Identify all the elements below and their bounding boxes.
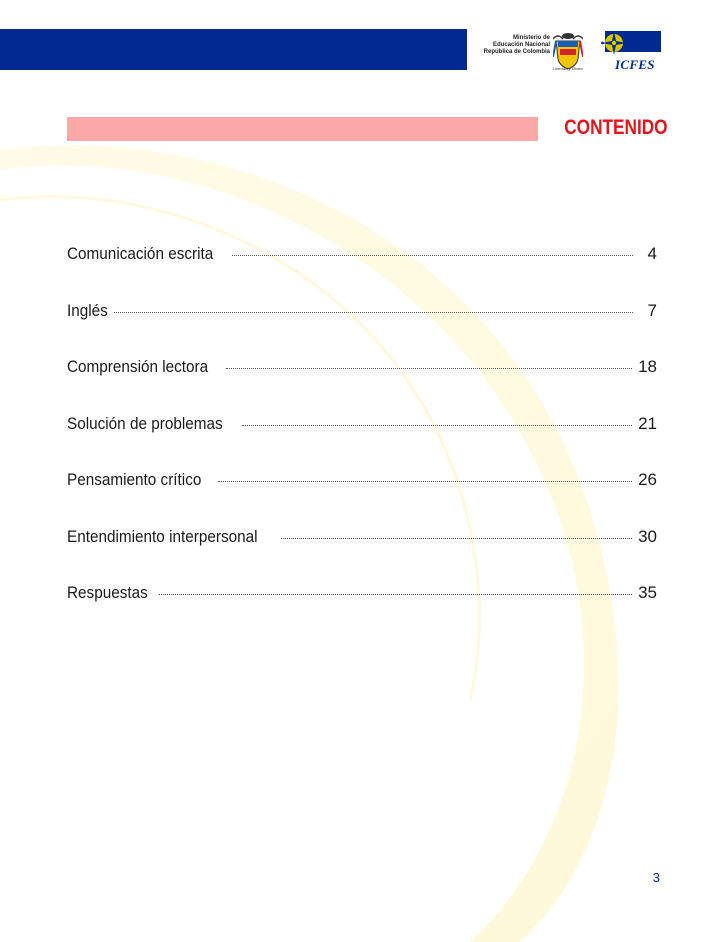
ministry-line-1: Ministerio de xyxy=(512,35,550,41)
page-title: CONTENIDO xyxy=(564,116,668,139)
toc-entry[interactable] xyxy=(67,527,657,551)
toc-leader-dots xyxy=(281,538,632,539)
toc-entry-page: 4 xyxy=(647,244,657,263)
toc-entry-label: Comunicación escrita xyxy=(67,244,214,263)
toc-entry-page: 30 xyxy=(638,526,657,546)
toc-leader-dots xyxy=(242,425,632,426)
icfes-compass-icon xyxy=(600,30,630,58)
toc-entry-page: 21 xyxy=(638,413,657,433)
toc-entry[interactable] xyxy=(67,301,657,325)
toc-entry-page: 26 xyxy=(638,470,657,489)
toc-leader-dots xyxy=(114,312,633,313)
toc-entry-label: Inglés xyxy=(67,300,108,320)
toc-entry-page: 18 xyxy=(638,357,657,376)
header-blue-bar xyxy=(0,29,467,70)
toc-entry-label: Pensamiento crítico xyxy=(67,470,202,489)
crest-motto: Libertad y Orden xyxy=(553,66,583,71)
toc-entry-label: Entendimiento interpersonal xyxy=(67,526,258,546)
toc-entry-label: Solución de problemas xyxy=(67,413,223,433)
toc-entry[interactable] xyxy=(67,583,657,607)
icfes-logo-text: ICFES xyxy=(615,57,655,72)
toc-leader-dots xyxy=(159,594,632,595)
toc-leader-dots xyxy=(226,368,632,369)
table-of-contents xyxy=(67,244,657,640)
title-band xyxy=(67,117,538,141)
toc-entry[interactable] xyxy=(67,414,657,438)
page-number: 3 xyxy=(652,870,660,885)
toc-entry-label: Respuestas xyxy=(67,583,148,602)
toc-leader-dots xyxy=(218,481,632,482)
toc-entry-page: 35 xyxy=(638,583,657,602)
toc-entry[interactable] xyxy=(67,244,657,268)
toc-entry[interactable] xyxy=(67,357,657,381)
ministry-text xyxy=(478,35,550,56)
ministry-line-3: República de Colombia xyxy=(483,49,550,55)
toc-entry-page: 7 xyxy=(647,300,657,320)
ministry-line-2: Educación Nacional xyxy=(492,42,550,48)
toc-entry-label: Comprensión lectora xyxy=(67,357,209,376)
toc-entry[interactable] xyxy=(67,470,657,494)
toc-leader-dots xyxy=(232,255,633,256)
